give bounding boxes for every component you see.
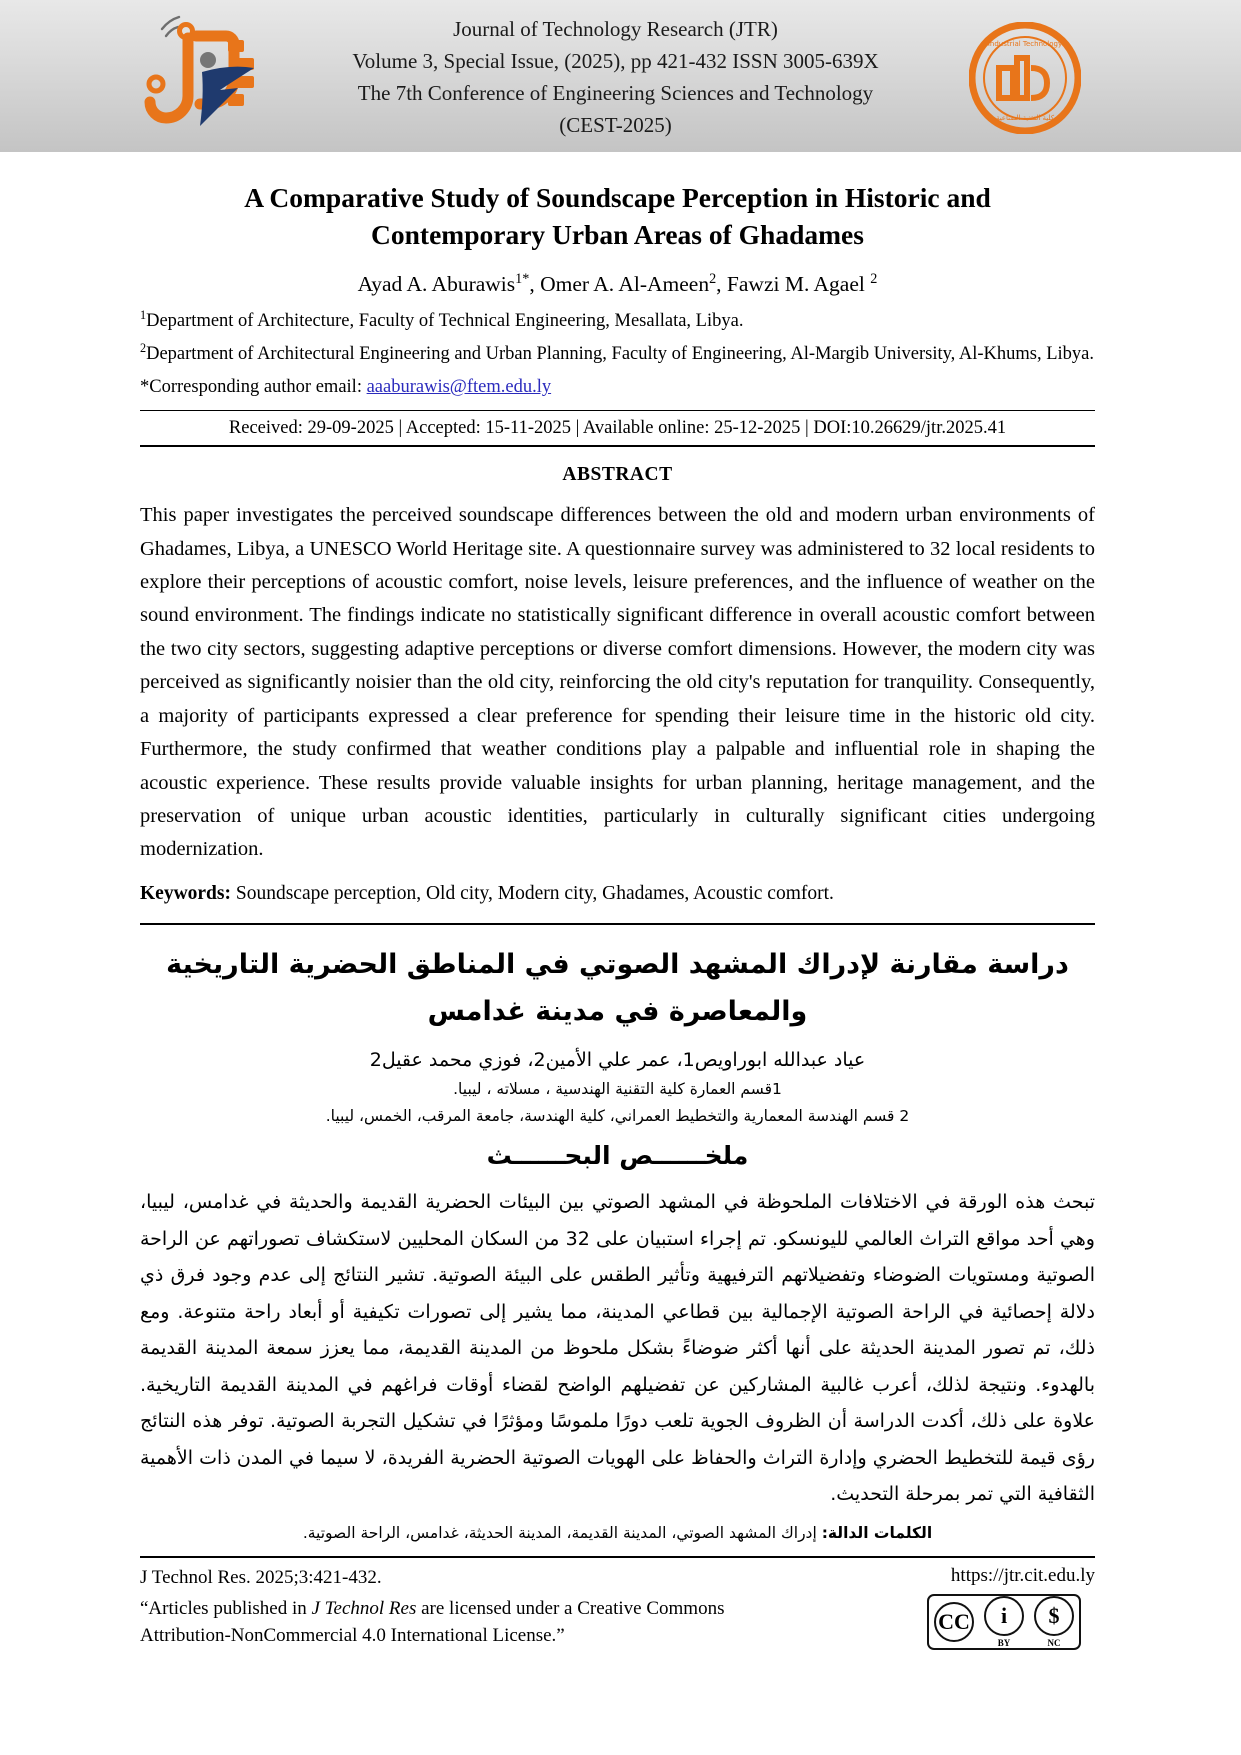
affiliation-2-text: Department of Architectural Engineering and Urban Planning, Faculty of Engineering, Al-Margib University, Al-Khums, Libya. xyxy=(146,344,1095,365)
cc-mark-icon xyxy=(934,1602,974,1642)
abstract-heading: ABSTRACT xyxy=(562,464,673,486)
volume-issue-line: Volume 3, Special Issue, (2025), pp 421-432 ISSN 3005-639X xyxy=(352,48,879,73)
arabic-keywords-value: إدراك المشهد الصوتي، المدينة القديمة، المدينة الحديثة، غدامس، الراحة الصوتية. xyxy=(302,1524,822,1543)
cc-by-glyph: i xyxy=(984,1596,1024,1636)
cc-nc-glyph: $ xyxy=(1034,1596,1074,1636)
corresponding-author-email-link[interactable]: aaaburawis@ftem.edu.ly xyxy=(366,377,552,398)
author-1-name: Ayad A. Aburawis xyxy=(357,271,516,296)
arabic-affiliation-2: 2 قسم الهندسة المعمارية والتخطيط العمراني، كلية الهندسة، جامعة المرقب، الخمس، ليبيا. xyxy=(325,1107,910,1126)
arabic-abstract-body: تبحث هذه الورقة في الاختلافات الملحوظة في المشهد الصوتي بين البيئات الحضرية القديمة والحديثة في غدامس، ليبيا، وهي أحد مواقع التراث العالمي لليونسكو. تم إجراء استبيان على 32 من السكان المحليين لاستكشاف تصوراتهم عن الراحة الصوتية ومستويات الضوضاء وتفضيلاتهم الترفيهية وتأثير الطقس على البيئة الصوتية. تشير النتائج إلى عدم وجود فرق ذي دلالة إحصائية في الراحة الصوتية الإجمالية بين قطاعي المدينة، مما يشير إلى تصورات تكيفية أو أبعاد راحة متنوعة. ومع ذلك، تم تصور المدينة الحديثة على أنها أكثر ضوضاءً بشكل ملحوظ من المدينة القديمة، مما يعزز سمعة المدينة القديمة بالهدوء. ونتيجة لذلك، أعرب غالبية المشاركين عن تفضيلهم الواضح لقضاء أوقات فراغهم في المدينة القديمة التاريخية. علاوة على ذلك، أكدت الدراسة أن الظروف الجوية تلعب دورًا ملموسًا ومؤثرًا في تشكيل التجربة الصوتية. توفر هذه النتائج رؤى قيمة للتخطيط الحضري وإدارة التراث والحفاظ على الهويات الصوتية الحضرية الفريدة، لا سيما في المدن ذات الأهمية الثقافية التي تمر بمرحلة التحديث. xyxy=(140,1191,1095,1505)
cest-logo-icon xyxy=(969,22,1081,134)
license-text-line-2: Attribution-NonCommercial 4.0 International License.” xyxy=(140,1625,565,1647)
page-title: A Comparative Study of Soundscape Perception in Historic and Contemporary Urban Areas of Ghadames xyxy=(244,182,991,250)
corresponding-author-label: *Corresponding author email: xyxy=(140,377,367,398)
arabic-affiliation-1: 1قسم العمارة كلية التقنية الهندسية ، مسلاته ، ليبيا. xyxy=(453,1080,782,1099)
creative-commons-badge-icon xyxy=(927,1594,1081,1650)
arabic-title-line-2: والمعاصرة في مدينة غدامس xyxy=(427,995,808,1027)
keywords-label: Keywords: xyxy=(140,882,231,904)
footer-website[interactable]: https://jtr.cit.edu.ly xyxy=(950,1565,1095,1587)
cc-by-icon xyxy=(984,1596,1024,1648)
arabic-title-line-1: دراسة مقارنة لإدراك المشهد الصوتي في المناطق الحضرية التاريخية xyxy=(166,948,1069,980)
arabic-author-list: عياد عبدالله ابوراويص1، عمر علي الأمين2، فوزي محمد عقيل2 xyxy=(369,1049,866,1072)
masthead-banner xyxy=(0,0,1241,152)
article-content xyxy=(0,180,1241,1650)
conference-name: The 7th Conference of Engineering Sciences and Technology xyxy=(357,80,874,105)
keywords-value: Soundscape perception, Old city, Modern city, Ghadames, Acoustic comfort. xyxy=(231,882,834,904)
arabic-keywords-label: الكلمات الدالة: xyxy=(821,1524,933,1543)
footer-citation: J Technol Res. 2025;3:421-432. xyxy=(140,1567,382,1589)
license-text xyxy=(140,1596,724,1650)
affiliation-2-marker: 2 xyxy=(140,341,147,356)
journal-name: Journal of Technology Research (JTR) xyxy=(453,17,778,41)
license-text-part-2: are licensed under a Creative Commons xyxy=(416,1598,725,1620)
affiliation-1 xyxy=(140,308,1095,335)
svg-text:كلية التقنية الصناعية: كلية التقنية الصناعية xyxy=(995,114,1055,122)
author-2-affiliation-marker: 2 xyxy=(709,270,717,287)
keywords-line xyxy=(140,883,1095,905)
corresponding-author-line xyxy=(140,377,1095,398)
author-3-affiliation-marker: 2 xyxy=(870,270,878,287)
cc-nc-label: NC xyxy=(1047,1638,1061,1649)
affiliation-1-text: Department of Architecture, Faculty of Technical Engineering, Mesallata, Libya. xyxy=(146,310,744,331)
author-1-affiliation-marker: 1* xyxy=(515,270,530,287)
masthead-text-block xyxy=(250,14,981,142)
author-3-name: , Fawzi M. Agael xyxy=(716,271,871,296)
svg-text:Industrial Technology: Industrial Technology xyxy=(987,40,1063,48)
author-2-name: , Omer A. Al-Ameen xyxy=(529,271,710,296)
license-journal-name: J Technol Res xyxy=(311,1598,417,1620)
license-text-part-1: “Articles published in xyxy=(140,1598,312,1620)
section-divider xyxy=(140,923,1095,925)
license-row xyxy=(140,1594,1095,1650)
author-list xyxy=(140,271,1095,299)
arabic-abstract-heading: ملخــــــص البحــــــث xyxy=(486,1141,749,1171)
cc-nc-icon xyxy=(1034,1596,1074,1648)
cc-circle-glyph: CC xyxy=(934,1602,974,1642)
affiliation-2 xyxy=(140,341,1095,368)
conference-code: (CEST-2025) xyxy=(559,112,672,137)
arabic-title xyxy=(140,941,1095,1036)
arabic-keywords-line xyxy=(140,1524,1095,1542)
footer xyxy=(140,1558,1095,1592)
cc-by-label: BY xyxy=(997,1638,1011,1649)
affiliation-1-marker: 1 xyxy=(140,307,147,322)
publication-dates: Received: 29-09-2025 | Accepted: 15-11-2025 | Available online: 25-12-2025 | DOI:10.26629/jtr.2025.41 xyxy=(140,411,1095,447)
abstract-body: This paper investigates the perceived soundscape differences between the old and modern urban environments of Ghadames, Libya, a UNESCO World Heritage site. A questionnaire survey was administered to 32 local residents to explore their perceptions of acoustic comfort, noise levels, leisure preferences, and the influence of weather on the sound environment. The findings indicate no statistically significant difference in overall acoustic comfort between the two city sectors, suggesting adaptive perceptions or diverse comfort dimensions. However, the modern city was perceived as significantly noisier than the old city, reinforcing the old city's reputation for tranquility. Consequently, a majority of participants expressed a clear preference for spending their leisure time in the historic old city. Furthermore, the study confirmed that weather conditions play a palpable and influential role in shaping the acoustic experience. These results provide valuable insights for urban planning, heritage management, and the preservation of unique urban acoustic identities, particularly in culturally significant cities undergoing modernization. xyxy=(140,504,1095,861)
